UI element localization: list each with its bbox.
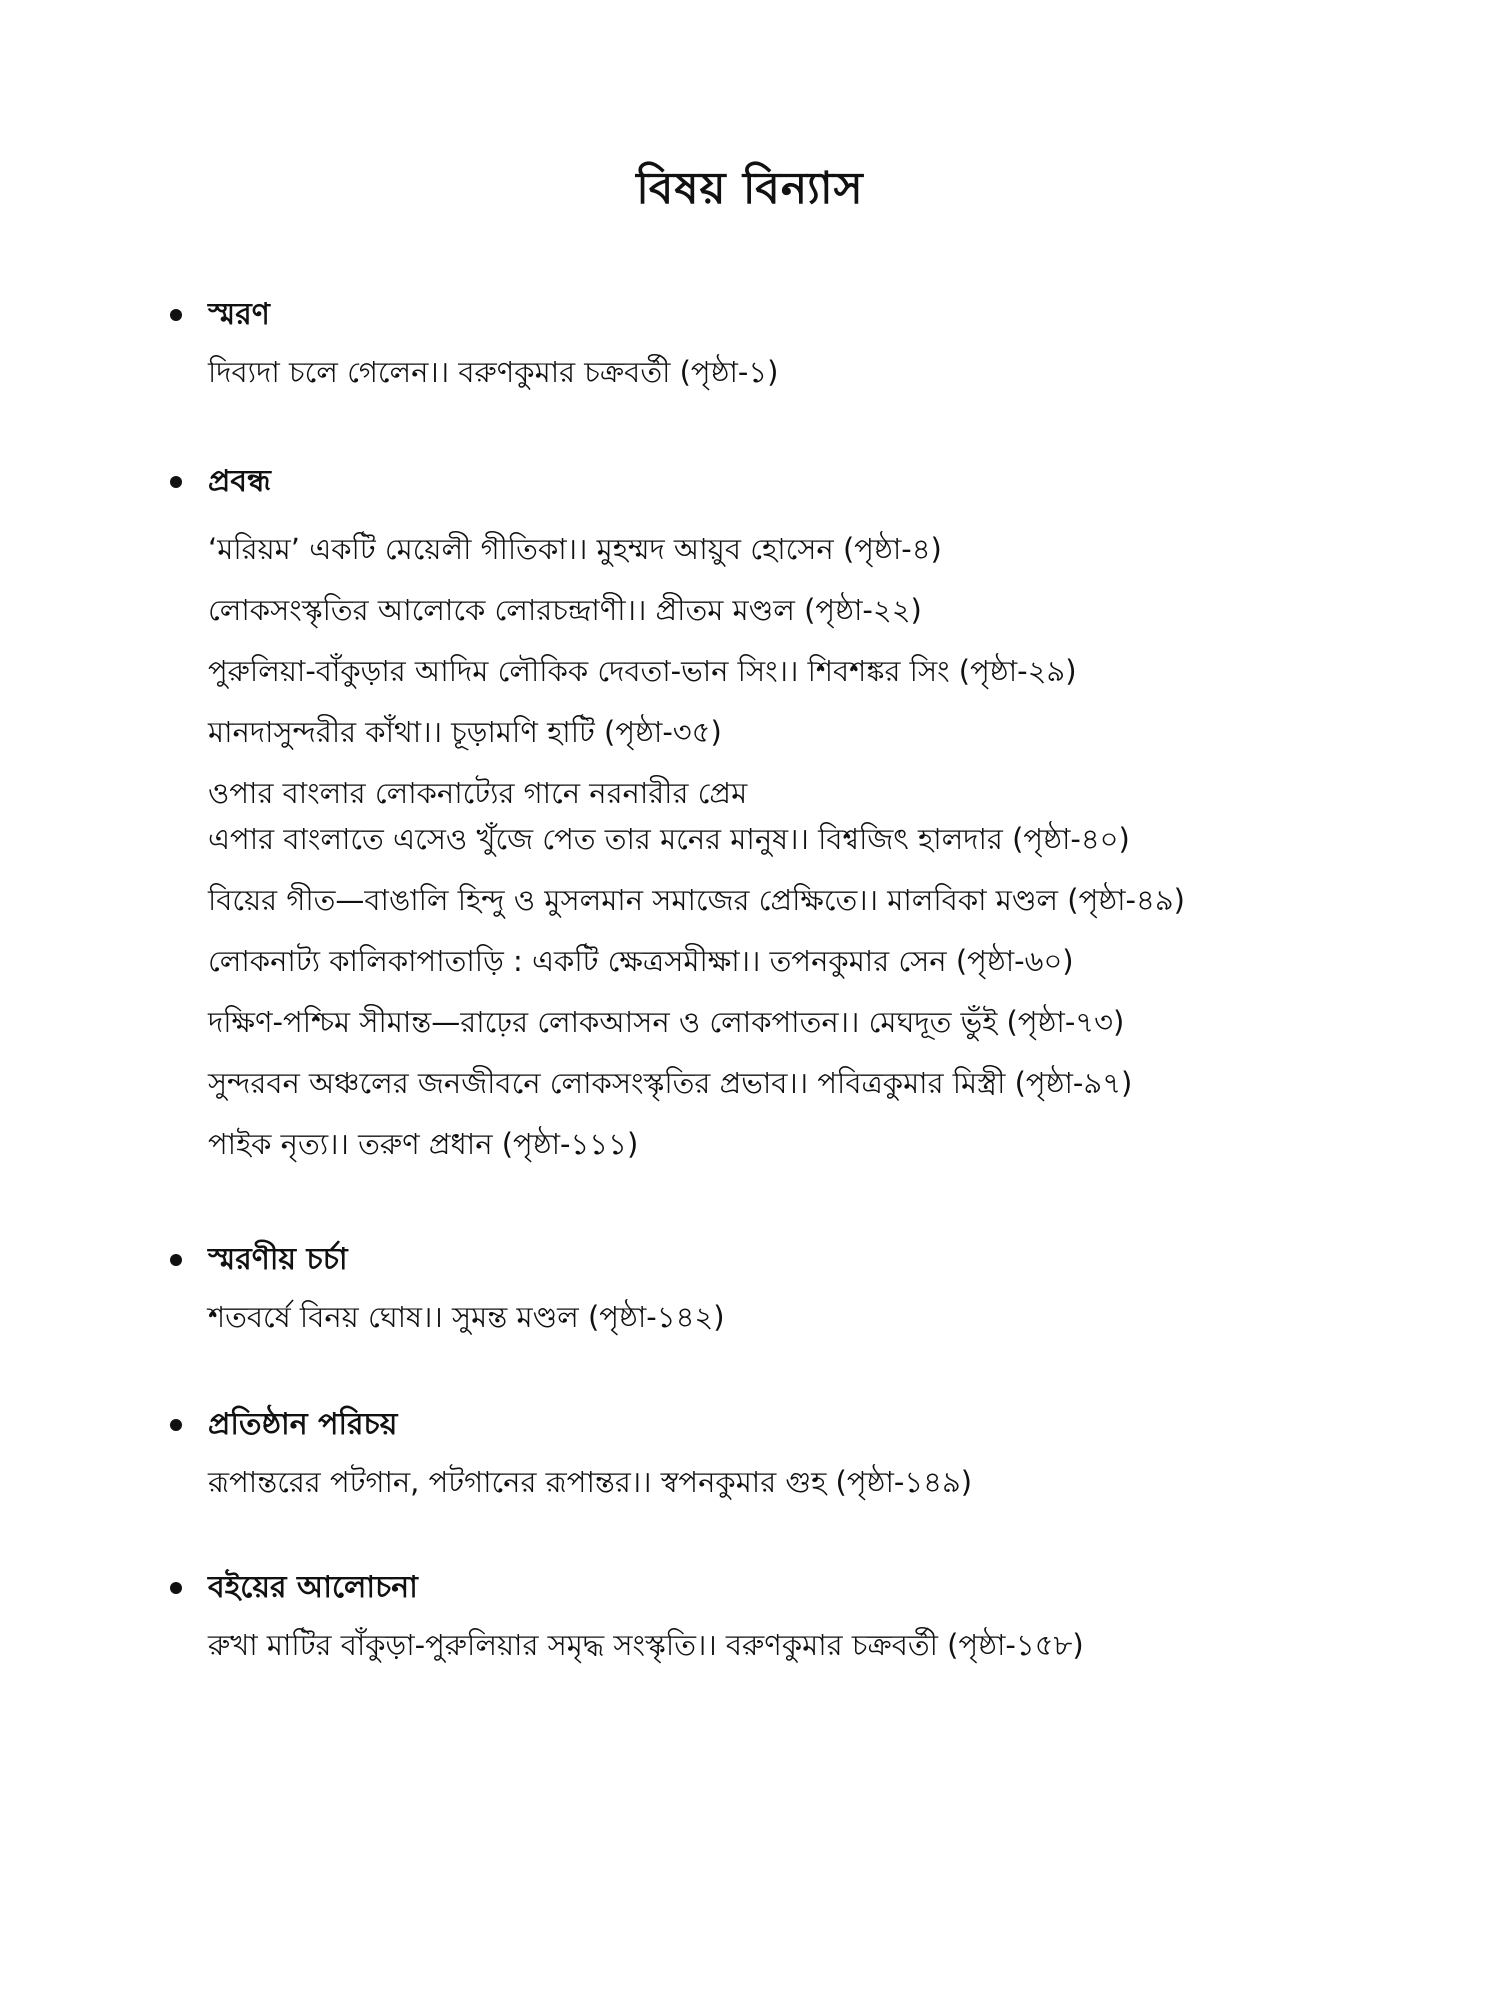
- list-item: পুরুলিয়া-বাঁকুড়ার আদিম লৌকিক দেবতা-ভান সিং।। শিবশঙ্কর সিং (পৃষ্ঠা-২৯): [208, 654, 1077, 688]
- bullet-icon: [170, 1419, 182, 1431]
- entry-line-1: ওপার বাংলার লোকনাট্যের গানে নরনারীর প্রেম: [208, 776, 748, 810]
- list-item: সুন্দরবন অঞ্চলের জনজীবনে লোকসংস্কৃতির প্রভাব।। পবিত্রকুমার মিস্ত্রী (পৃষ্ঠা-৯৭): [208, 1066, 1133, 1100]
- page-title: বিষয় বিন্যাস: [636, 163, 864, 214]
- section-heading: [170, 1235, 1420, 1285]
- section-boiyer-alochana: [170, 1563, 1420, 1665]
- list-item: শতবর্ষে বিনয় ঘোষ।। সুমন্ত মণ্ডল (পৃষ্ঠা-১৪২): [208, 1300, 725, 1334]
- section-smaran: [170, 290, 1420, 392]
- entry-list: [208, 352, 1420, 392]
- list-item: ‘মরিয়ম’ একটি মেয়েলী গীতিকা।। মুহম্মদ আয়ুব হোসেন (পৃষ্ঠা-৪): [208, 532, 942, 566]
- section-heading: [170, 457, 1420, 507]
- section-heading: [170, 1563, 1420, 1613]
- section-heading-text: বইয়ের আলোচনা: [208, 1569, 418, 1605]
- bullet-icon: [170, 309, 182, 321]
- list-item: বিয়ের গীত—বাঙালি হিন্দু ও মুসলমান সমাজের প্রেক্ষিতে।। মালবিকা মণ্ডল (পৃষ্ঠা-৪৯): [208, 883, 1185, 917]
- entry-list: [208, 1297, 1420, 1337]
- list-item: দিব্যদা চলে গেলেন।। বরুণকুমার চক্রবর্তী (পৃষ্ঠা-১): [208, 355, 779, 389]
- list-item: মানদাসুন্দরীর কাঁথা।। চূড়ামণি হাটি (পৃষ্ঠা-৩৫): [208, 715, 722, 749]
- bullet-icon: [170, 1582, 182, 1594]
- section-heading-text: প্রতিষ্ঠান পরিচয়: [208, 1406, 398, 1442]
- list-item: রুখা মাটির বাঁকুড়া-পুরুলিয়ার সমৃদ্ধ সংস্কৃতি।। বরুণকুমার চক্রবর্তী (পৃষ্ঠা-১৫৮): [208, 1628, 1084, 1662]
- section-prabandha: [170, 457, 1420, 1164]
- bullet-icon: [170, 476, 182, 488]
- entry-line-2: এপার বাংলাতে এসেও খুঁজে পেত তার মনের মানুষ।। বিশ্বজিৎ হালদার (পৃষ্ঠা-৪০): [208, 822, 1130, 856]
- section-heading: [170, 1400, 1420, 1450]
- list-item: পাইক নৃত্য।। তরুণ প্রধান (পৃষ্ঠা-১১১): [208, 1127, 639, 1161]
- entry-list: [208, 529, 1420, 1164]
- entry-list: [208, 1462, 1420, 1502]
- list-item: দক্ষিণ-পশ্চিম সীমান্ত—রাঢ়ের লোকআসন ও লোকপাতন।। মেঘদূত ভুঁই (পৃষ্ঠা-৭৩): [208, 1005, 1125, 1039]
- section-smaraniya-charcha: [170, 1235, 1420, 1337]
- section-heading: [170, 290, 1420, 340]
- list-item: লোকসংস্কৃতির আলোকে লোরচন্দ্রাণী।। প্রীতম মণ্ডল (পৃষ্ঠা-২২): [208, 593, 922, 627]
- section-heading-text: প্রবন্ধ: [208, 463, 271, 499]
- list-item: [208, 773, 1420, 859]
- section-pratishthan-parichay: [170, 1400, 1420, 1502]
- list-item: লোকনাট্য কালিকাপাতাড়ি : একটি ক্ষেত্রসমীক্ষা।। তপনকুমার সেন (পৃষ্ঠা-৬০): [208, 944, 1074, 978]
- bullet-icon: [170, 1254, 182, 1266]
- list-item: রূপান্তরের পটগান, পটগানের রূপান্তর।। স্বপনকুমার গুহ (পৃষ্ঠা-১৪৯): [208, 1465, 973, 1499]
- section-heading-text: স্মরণীয় চর্চা: [208, 1241, 348, 1277]
- entry-list: [208, 1625, 1420, 1665]
- section-heading-text: স্মরণ: [208, 296, 270, 332]
